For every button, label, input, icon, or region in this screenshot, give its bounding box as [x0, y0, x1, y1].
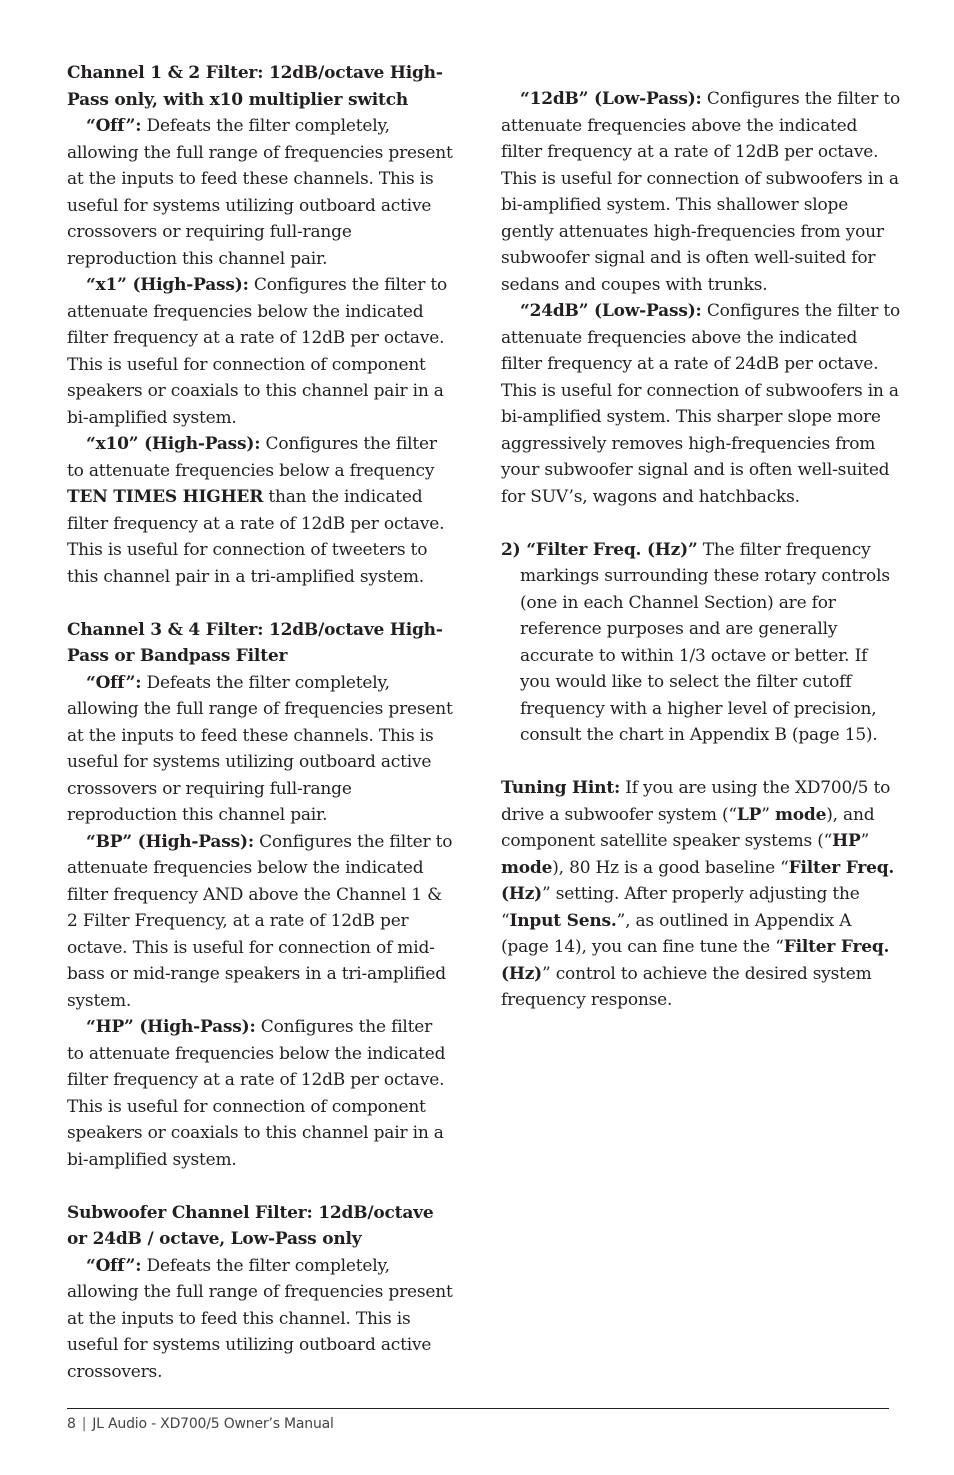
- ch34-hp-paragraph: “HP” (High-Pass): Configures the filter to attenuate frequencies below the indicated filter frequency at a rate of 12dB per octave. This is useful for connection of component speakers or coaxials to this channel pair in a bi-amplified system.: [67, 1017, 446, 1170]
- subwoofer-heading: Subwoofer Channel Filter: 12dB/octave or 24dB / octave, Low-Pass only: [67, 1202, 434, 1249]
- filter-freq-item: 2) “Filter Freq. (Hz)” The filter frequency markings surrounding these rotary controls (one in each Channel Section) are for reference purposes and are generally accurate to within 1/3 octave or better. If you would like to select the filter cutoff frequency with a higher level of precision, consult the chart in Appendix B (page 15).: [501, 539, 890, 745]
- channel-3-4-heading: Channel 3 & 4 Filter: 12dB/octave High-Pass or Bandpass Filter: [67, 619, 443, 666]
- lp12-label: “12dB” (Low-Pass):: [520, 89, 702, 109]
- page-footer: [67, 1416, 334, 1432]
- channel-1-2-heading: Channel 1 & 2 Filter: 12dB/octave High-Pass only, with x10 multiplier switch: [67, 63, 443, 110]
- manual-title: JL Audio - XD700/5 Owner’s Manual: [92, 1416, 334, 1432]
- lp24-label: “24dB” (Low-Pass):: [520, 301, 702, 321]
- sub-off-label: “Off”:: [86, 1255, 142, 1276]
- ch12-off-paragraph: “Off”: Defeats the filter completely, allowing the full range of frequencies present at the inputs to feed these channels. This is useful for systems utilizing outboard active crossovers or requiring full-range reproduction this channel pair.: [67, 116, 453, 269]
- lp12-paragraph: “12dB” (Low-Pass): Configures the filter to attenuate frequencies above the indicated filter frequency at a rate of 12dB per octave. This is useful for connection of subwoofers in a bi-amplified system. This shallower slope gently attenuates high-frequencies from your subwoofer signal and is often well-suited for sedans and coupes with trunks.: [501, 89, 900, 295]
- ch34-bp-label: “BP” (High-Pass):: [86, 831, 254, 852]
- ch34-off-label: “Off”:: [86, 672, 142, 693]
- footer-divider: [67, 1408, 889, 1409]
- lp24-paragraph: “24dB” (Low-Pass): Configures the filter to attenuate frequencies above the indicated filter frequency at a rate of 24dB per octave. This is useful for connection of subwoofers in a bi-amplified system. This sharper slope more aggressively removes high-frequencies from your subwoofer signal and is often well-suited for SUV’s, wagons and hatchbacks.: [501, 301, 900, 507]
- footer-separator: |: [81, 1416, 87, 1432]
- ch12-x1-label: “x1” (High-Pass):: [86, 275, 249, 295]
- right-column: [501, 86, 901, 1014]
- tuning-hint-label: Tuning Hint:: [501, 778, 621, 798]
- ch34-hp-label: “HP” (High-Pass):: [86, 1017, 256, 1037]
- left-column: [67, 60, 453, 1385]
- ch12-x1-paragraph: “x1” (High-Pass): Configures the filter to attenuate frequencies below the indicated filter frequency at a rate of 12dB per octave. This is useful for connection of component speakers or coaxials to this channel pair in a bi-amplified system.: [67, 275, 448, 428]
- ch34-bp-paragraph: “BP” (High-Pass): Configures the filter to attenuate frequencies below the indicated filter frequency AND above the Channel 1 & 2 Filter Frequency, at a rate of 12dB per octave. This is useful for connection of mid-bass or mid-range speakers in a tri-amplified system.: [67, 831, 453, 1011]
- ch12-off-label: “Off”:: [86, 116, 142, 136]
- tuning-hint-paragraph: Tuning Hint: If you are using the XD700/5 to drive a subwoofer system (“LP” mode), and component satellite speaker systems (“HP” mode), 80 Hz is a good baseline “Filter Freq. (Hz)” setting. After properly adjusting the “Input Sens.”, as outlined in Appendix A (page 14), you can fine tune the “Filter Freq. (Hz)” control to achieve the desired system frequency response.: [501, 778, 895, 1010]
- ch12-x10-label: “x10” (High-Pass):: [86, 434, 261, 454]
- filter-freq-label: 2) “Filter Freq. (Hz)”: [501, 539, 698, 560]
- ch34-off-paragraph: “Off”: Defeats the filter completely, allowing the full range of frequencies present at the inputs to feed these channels. This is useful for systems utilizing outboard active crossovers or requiring full-range reproduction this channel pair.: [67, 672, 453, 825]
- page-number: 8: [67, 1416, 76, 1432]
- sub-off-paragraph: “Off”: Defeats the filter completely, allowing the full range of frequencies present at the inputs to feed this channel. This is useful for systems utilizing outboard active crossovers.: [67, 1255, 453, 1382]
- ch12-x10-paragraph: “x10” (High-Pass): Configures the filter to attenuate frequencies below a frequency TEN TIMES HIGHER than the indicated filter frequency at a rate of 12dB per octave. This is useful for connection of tweeters to this channel pair in a tri-amplified system.: [67, 434, 445, 587]
